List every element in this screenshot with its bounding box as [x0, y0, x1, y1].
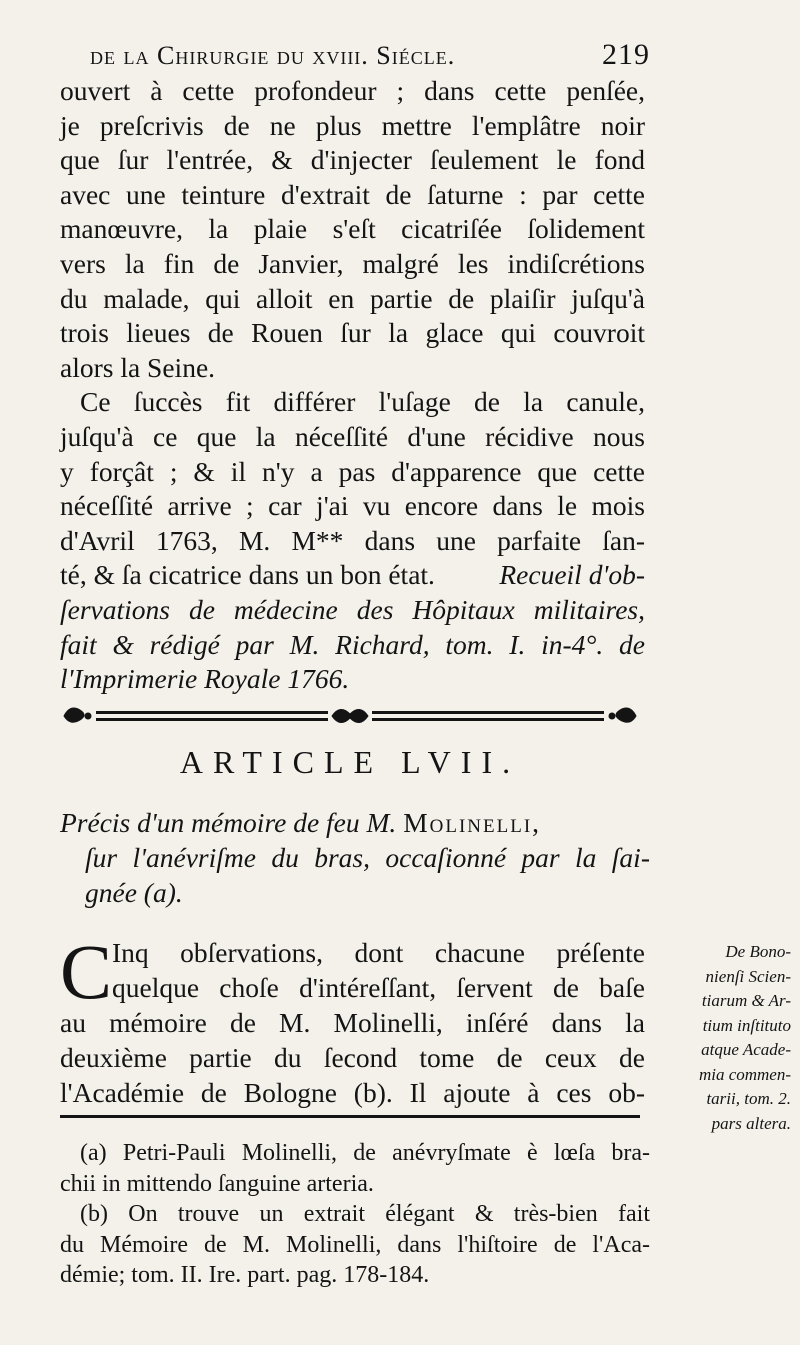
body-line-with-citation: [60, 558, 645, 593]
body-line: du malade, qui alloit en partie de plaiſir juſqu'à: [60, 282, 645, 314]
body-line-text: té, & ſa cicatrice dans un bon état.: [60, 559, 435, 591]
running-header: [90, 38, 650, 72]
intro-paragraph: [60, 928, 645, 1110]
margin-note-line: nienſi Scien-: [705, 966, 791, 986]
intro-line: deuxième partie du ſecond tome de ceux de: [60, 1042, 645, 1073]
footnote-line: chii in mittendo ſanguine arteria.: [60, 1170, 374, 1197]
footnote-line: démie; tom. II. Ire. part. pag. 178-184.: [60, 1262, 430, 1288]
body-line: vers la fin de Janvier, malgré les indiſcrétions: [60, 247, 645, 279]
footnote-rule: [60, 1115, 640, 1118]
citation-text: ſervations de médecine des Hôpitaux militaires,: [60, 593, 645, 625]
margin-note-line: tiarum & Ar-: [701, 991, 791, 1010]
body-line: avec une teinture d'extrait de ſaturne : par cette: [60, 178, 645, 210]
citation-text: fait & rédigé par M. Richard, tom. I. in-4°. de: [60, 628, 645, 660]
body-line: juſqu'à ce que la néceſſité d'une récidive nous: [60, 420, 645, 452]
body-line: alors la Seine.: [60, 351, 216, 383]
intro-line: Inq obſervations, dont chacune préſente: [112, 937, 645, 968]
footnote-line: (b) On trouve un extrait élégant & très-bien fait: [80, 1201, 650, 1227]
body-line: trois lieues de Rouen ſur la glace qui couvroit: [60, 317, 645, 349]
right-flourish: [616, 708, 636, 722]
citation-line: [60, 662, 645, 697]
citation-start: Recueil d'ob-: [499, 559, 645, 591]
intro-line: l'Académie de Bologne (b). Il ajoute à ces ob-: [60, 1077, 645, 1108]
drop-cap: C: [60, 928, 113, 1015]
body-line: manœuvre, la plaie s'eſt cicatriſée ſolidement: [60, 213, 645, 245]
article-summary: [60, 805, 650, 910]
page-number: 219: [602, 38, 650, 71]
ornamental-divider: [60, 702, 640, 730]
article-heading: ARTICLE LVII.: [179, 744, 521, 780]
footnote-line: (a) Petri-Pauli Molinelli, de anévryſmate è lœſa bra-: [80, 1140, 650, 1166]
body-line: y forçât ; & il n'y a pas d'apparence que cette: [60, 455, 645, 487]
footnotes: [60, 1138, 650, 1291]
body-line: ouvert à cette profondeur ; dans cette penſée,: [60, 75, 645, 106]
margin-note-line: De Bono-: [725, 942, 791, 961]
summary-line: gnée (a).: [85, 877, 183, 908]
body-line: que ſur l'entrée, & d'injecter ſeulement le fond: [60, 144, 645, 176]
intro-line: quelque choſe d'intéreſſant, ſervent de baſe: [112, 972, 645, 1003]
margin-note-line: tarii, tom. 2.: [706, 1089, 791, 1108]
running-title: de la Chirurgie du xviii. Siécle.: [90, 41, 456, 70]
margin-note-line: pars altera.: [711, 1113, 791, 1133]
summary-text: Précis d'un mémoire de feu M.: [60, 807, 397, 838]
margin-note: [656, 940, 791, 1136]
body-line: néceſſité arrive ; car j'ai vu encore dans le mois: [60, 490, 645, 522]
margin-note-line: atque Acade-: [701, 1040, 791, 1059]
body-line: je preſcrivis de ne plus mettre l'emplâtre noir: [60, 109, 645, 141]
body-line: d'Avril 1763, M. M** dans une parfaite ſan-: [60, 524, 645, 556]
summary-line: [60, 805, 650, 840]
citation-line: [60, 593, 645, 628]
left-flourish: [64, 708, 84, 722]
citation-line: [60, 628, 645, 663]
margin-note-line: tium inſtituto: [702, 1015, 791, 1035]
center-flourish: [332, 709, 368, 722]
footnote-line: du Mémoire de M. Molinelli, dans l'hiſtoire de l'Aca-: [60, 1231, 650, 1258]
body-text: [60, 74, 645, 697]
margin-note-line: mia commen-: [698, 1064, 791, 1084]
summary-author: Molinelli,: [403, 807, 542, 838]
summary-line: ſur l'anévriſme du bras, occaſionné par la ſai-: [85, 842, 650, 873]
body-line: Ce ſuccès fit différer l'uſage de la canule,: [80, 386, 645, 418]
citation-text: l'Imprimerie Royale 1766.: [60, 663, 350, 695]
intro-line: au mémoire de M. Molinelli, inſéré dans la: [60, 1007, 645, 1038]
